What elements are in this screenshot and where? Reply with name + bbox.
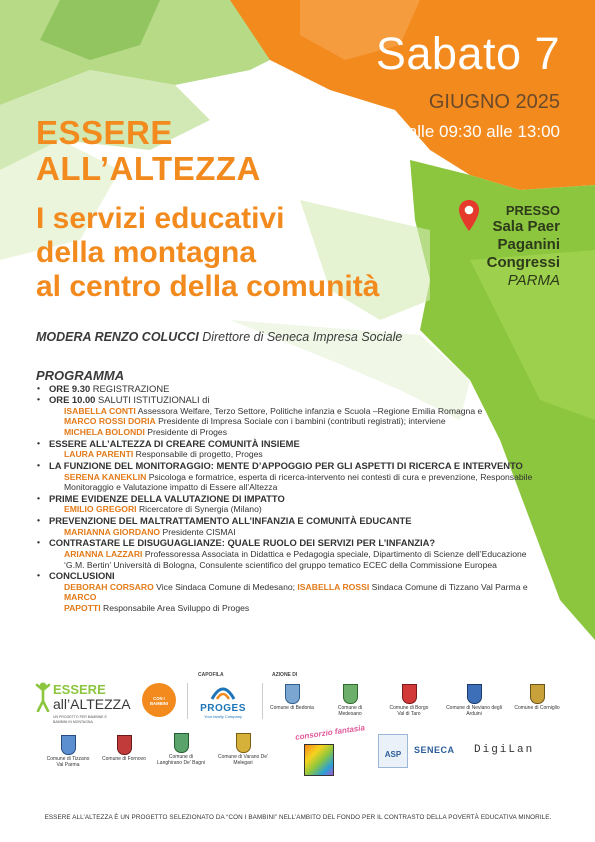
speaker-name: DEBORAH CORSARO (64, 581, 154, 592)
venue-line-1: Sala Paer (492, 218, 560, 235)
comune-name: Comune di Fornovo (102, 756, 146, 762)
crest-icon (174, 733, 189, 753)
crest-icon (402, 684, 417, 704)
project-logo-line-1: ESSERE (53, 682, 106, 697)
speaker-line (49, 472, 556, 483)
item-title: PREVENZIONE DEL MALTRATTAMENTO ALL’INFANZIA E COMUNITÀ EDUCANTE (49, 515, 412, 527)
azione-label: AZIONE DI (272, 672, 298, 678)
programme-item (36, 460, 556, 493)
bullet: • (37, 492, 41, 503)
speaker-name: MICHELA BOLONDI (64, 427, 145, 438)
programme-item (36, 383, 556, 395)
venue-city: PARMA (507, 272, 560, 289)
comune-logo (386, 684, 432, 717)
crest-icon (236, 733, 251, 753)
speaker-role-continued: ‘G.M. Bertin’ Università di Bologna, Consulente scientifico del gruppo tematico ECEC della Commissione Europea (64, 559, 497, 570)
comune-name: Comune di Tizzano Val Parma (46, 756, 90, 768)
con-i-bambini-label: CON I BAMBINI (150, 696, 168, 706)
bullet: • (37, 537, 41, 548)
item-title: CONCLUSIONI (49, 570, 115, 582)
subtitle (36, 202, 436, 304)
subtitle-line-3: al centro della comunità (36, 270, 380, 303)
speaker-name: ARIANNA LAZZARI (64, 548, 143, 559)
comune-name: Comune di Medesano (337, 705, 363, 717)
event-day: Sabato 7 (375, 28, 560, 79)
con-i-bambini-logo (142, 683, 176, 717)
project-logo-tag-1: UN PROGETTO PER BAMBINE E (53, 715, 107, 719)
subtitle-line-1: I servizi educativi (36, 202, 285, 235)
venue-line-3: Congressi (486, 254, 560, 271)
venue-line-2: Paganini (497, 236, 560, 253)
speaker-line (49, 449, 556, 460)
logo-divider (187, 683, 188, 719)
crest-icon (117, 735, 132, 755)
consorzio-name: consorzio fantasia (294, 723, 366, 742)
item-time: ORE 9.30 (49, 382, 91, 394)
speaker-role: Responsabile di progetto, Proges (135, 449, 263, 460)
subtitle-line-2: della montagna (36, 236, 257, 269)
comune-name: Comune di Neviano degli Arduini (446, 705, 502, 717)
asp-logo (378, 734, 408, 768)
item-title: REGISTRAZIONE (92, 382, 170, 394)
logo-divider (262, 683, 263, 719)
programme-item (36, 515, 556, 537)
speaker-line (49, 603, 556, 614)
proges-logo (193, 683, 253, 723)
speaker-role: Sindaca Comune di Tizzano Val Parma e (371, 581, 528, 592)
speaker-line (49, 549, 556, 560)
speaker-role-continued: Monitoraggio e Valutazione impatto di Essere all’Altezza (64, 482, 278, 493)
event-month: GIUGNO 2025 (428, 91, 560, 113)
digilan-logo (474, 744, 564, 762)
speaker-role: Professoressa Associata in Didattica e Pedagogia speciale, Dipartimento di Scienze dell’Educazione (144, 548, 527, 559)
programme-item (36, 493, 556, 515)
moderator-name: MODERA RENZO COLUCCI (36, 330, 199, 344)
programme-item (36, 438, 556, 460)
proges-tagline: Your family Company (204, 714, 242, 719)
item-title: ESSERE ALL’ALTEZZA DI CREARE COMUNITÀ INSIEME (49, 437, 300, 449)
project-logo-tag-2: BAMBINI IN MONTAGNA (53, 720, 93, 724)
item-title: SALUTI ISTITUZIONALI di (98, 394, 210, 406)
speaker-role: Vice Sindaca Comune di Medesano; (156, 581, 296, 592)
item-title: LA FUNZIONE DEL MONITORAGGIO: MENTE D’APPOGGIO PER GLI ASPETTI DI RICERCA E INTERVENTO (49, 460, 523, 472)
speaker-line (49, 527, 556, 538)
comune-name: Comune di Bedonia (270, 705, 314, 711)
comune-logo (216, 733, 270, 766)
comune-logo (446, 684, 502, 717)
speaker-name: ISABELLA ROSSI (297, 581, 370, 592)
title-line-2: ALL’ALTEZZA (36, 150, 261, 187)
seneca-logo (414, 745, 468, 763)
comune-name: Comune di Corniglio (514, 705, 560, 711)
crest-icon (343, 684, 358, 704)
bullet: • (37, 394, 41, 405)
programme-item (36, 537, 556, 570)
speaker-line (49, 416, 556, 427)
item-title: PRIME EVIDENZE DELLA VALUTAZIONE DI IMPATTO (49, 492, 285, 504)
child-figure-icon (34, 682, 52, 712)
project-logo (34, 680, 130, 728)
speaker-line (49, 427, 556, 438)
footer-note: ESSERE ALL’ALTEZZA È UN PROGETTO SELEZIONATO DA “CON I BAMBINI” NELL’AMBITO DEL FONDO PER IL CONTRASTO DELLA POVERTÀ EDUCATIVA MINORILE. (44, 814, 552, 821)
comune-logo (512, 684, 562, 712)
moderator-role: Direttore di Seneca Impresa Sociale (202, 330, 403, 344)
speaker-name: PAPOTTI (64, 603, 101, 614)
crest-icon (61, 735, 76, 755)
venue-presso: PRESSO (505, 203, 560, 218)
item-title: CONTRASTARE LE DISUGUAGLIANZE: QUALE RUOLO DEI SERVIZI PER L’INFANZIA? (49, 537, 436, 549)
speaker-name: ISABELLA CONTI (64, 405, 136, 416)
comune-name: Comune di Borgo Val di Taro (389, 705, 429, 717)
comune-logo (156, 733, 206, 766)
event-time: dalle 09:30 alle 13:00 (398, 122, 560, 141)
programme (36, 368, 556, 614)
comune-logo (102, 735, 146, 763)
venue-block (440, 203, 560, 289)
speaker-role: Responsabile Area Sviluppo di Proges (103, 603, 250, 614)
comune-name: Comune di Langhirano De' Bagni (157, 754, 205, 766)
speaker-role: Psicologa e formatrice, esperta di ricerca-intervento nei contesti di cura e prevenzione, Responsabile (148, 471, 533, 482)
item-time: ORE 10.00 (49, 394, 96, 406)
project-logo-line-2: all’ALTEZZA (53, 696, 131, 712)
proges-mark-icon (210, 683, 236, 703)
capofila-label: CAPOFILA (198, 672, 224, 678)
proges-name: PROGES (200, 703, 246, 714)
crest-icon (285, 684, 300, 704)
bullet: • (37, 382, 41, 393)
comune-logo (270, 684, 314, 712)
programme-item (36, 394, 556, 438)
speaker-role: Assessora Welfare, Terzo Settore, Politiche infanzia e Scuola –Regione Emilia Romagna e (137, 405, 483, 416)
speaker-name: SERENA KANEKLIN (64, 471, 147, 482)
speaker-name: MARCO (64, 592, 97, 603)
programme-title: PROGRAMMA (36, 368, 125, 383)
bullet: • (37, 570, 41, 581)
speaker-line (49, 504, 556, 515)
asp-name: ASP (384, 750, 402, 759)
comune-logo (44, 735, 92, 768)
bullet: • (37, 437, 41, 448)
moderator-line (36, 330, 402, 344)
speaker-role: Presidente di Proges (147, 427, 228, 438)
speaker-line (49, 582, 556, 603)
crest-icon (530, 684, 545, 704)
bullet: • (37, 515, 41, 526)
title-line-1: ESSERE (36, 114, 173, 151)
digilan-name: DigiLan (474, 744, 535, 756)
seneca-name: SENECA (414, 745, 455, 755)
speaker-name: EMILIO GREGORI (64, 504, 137, 515)
comune-logo (326, 684, 374, 717)
programme-item (36, 570, 556, 614)
comune-name: Comune di Varano De' Melegari (217, 754, 269, 766)
bullet: • (37, 460, 41, 471)
speaker-name: LAURA PARENTI (64, 449, 134, 460)
speaker-line (49, 406, 556, 417)
speaker-role: Presidente CISMAI (162, 526, 236, 537)
consorzio-mark-icon (304, 744, 334, 776)
speaker-role: Ricercatore di Synergia (Milano) (138, 504, 262, 515)
speaker-name: MARCO ROSSI DORIA (64, 416, 156, 427)
speaker-name: MARIANNA GIORDANO (64, 526, 161, 537)
speaker-role: Presidente di Impresa Sociale con i bambini (contributi registrati); interviene (158, 416, 446, 427)
crest-icon (467, 684, 482, 704)
consorzio-fantasia-logo (280, 723, 380, 780)
